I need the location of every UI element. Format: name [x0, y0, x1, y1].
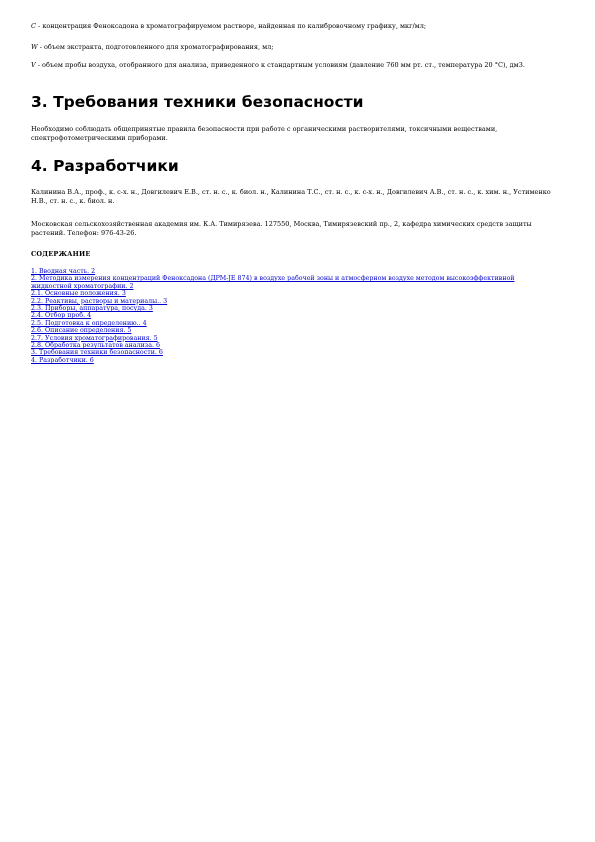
var-w-symbol: W: [31, 43, 38, 51]
toc-link-1[interactable]: 1. Вводная часть. 2: [31, 268, 96, 275]
toc-item: [31, 305, 551, 312]
toc-link-2-1[interactable]: 2.1. Основные положения. 3: [31, 290, 126, 298]
toc-item: [31, 268, 551, 275]
var-c-definition: [31, 22, 561, 31]
var-v-symbol: V: [31, 61, 36, 69]
toc-link-3[interactable]: 3. Требования техники безопасности. 6: [31, 349, 163, 357]
table-of-contents: [31, 268, 551, 364]
toc-item: [31, 335, 551, 342]
organization-text: Московская сельскохозяйственная академия им. К.А. Тимирязева. 127550, Москва, Тимирязевский пр., 2, кафедра химических средств защиты растений. Телефон: 976-43-26.: [31, 220, 532, 237]
toc-item: [31, 320, 551, 327]
toc-link-2[interactable]: 2. Методика измерения концентраций Феноксадона (ДРМ-JE 874) в воздухе рабочей зоны и атмосферном воздухе методом высокоэффективной жидкостной хроматографии. 2: [31, 275, 515, 290]
var-w-definition: [31, 43, 561, 52]
toc-item: [31, 327, 551, 334]
toc-item: [31, 357, 551, 364]
var-w-text: - объем экстракта, подготовленного для хроматографирования, мл;: [37, 43, 274, 51]
section-3-text: Необходимо соблюдать общепринятые правила безопасности при работе с органическими растворителями, токсичными веществами, спектрофотометрическими приборами.: [31, 125, 498, 142]
var-c-text: - концентрация Феноксадона в хроматографируемом растворе, найденная по калибровочному графику, мкг/мл;: [35, 22, 427, 30]
toc-link-2-8[interactable]: 2.8. Обработка результатов анализа. 6: [31, 342, 160, 350]
var-c-symbol: C: [31, 22, 36, 30]
toc-link-2-6[interactable]: 2.6. Описание определения. 5: [31, 327, 132, 335]
authors-text: Калинина В.А., проф., к. с-х. н., Довгилевич Е.В., ст. н. с., к. биол. н., Калинина Т.С., ст. н. с., к. с-х. н., Довгилевич А.В., ст. н. с., к. хим. н., Устименко Н.В., ст. н. с., к. биол. н.: [31, 188, 551, 205]
section-3-heading: 3. Требования техники безопасности: [31, 93, 364, 111]
toc-item: [31, 275, 551, 290]
toc-item: [31, 349, 551, 356]
var-v-definition: [31, 61, 561, 70]
toc-link-4[interactable]: 4. Разработчики. 6: [31, 356, 94, 364]
toc-item: [31, 312, 551, 319]
toc-link-2-2[interactable]: 2.2. Реактивы, растворы и материалы.. 3: [31, 297, 168, 305]
toc-link-2-5[interactable]: 2.5. Подготовка к определению.. 4: [31, 319, 147, 327]
toc-item: [31, 298, 551, 305]
section-4-heading: 4. Разработчики: [31, 157, 179, 175]
var-v-text: - объем пробы воздуха, отобранного для анализа, приведенного к стандартным условиям (давление 760 мм рт. ст., температура 20 °С), дм3.: [35, 61, 525, 69]
toc-link-2-3[interactable]: 2.3. Приборы, аппаратура, посуда. 3: [31, 305, 153, 313]
toc-item: [31, 342, 551, 349]
toc-title: СОДЕРЖАНИЕ: [31, 250, 91, 258]
toc-link-2-4[interactable]: 2.4. Отбор проб. 4: [31, 312, 92, 320]
toc-item: [31, 290, 551, 297]
toc-link-2-7[interactable]: 2.7. Условия хроматографирования. 5: [31, 334, 158, 342]
